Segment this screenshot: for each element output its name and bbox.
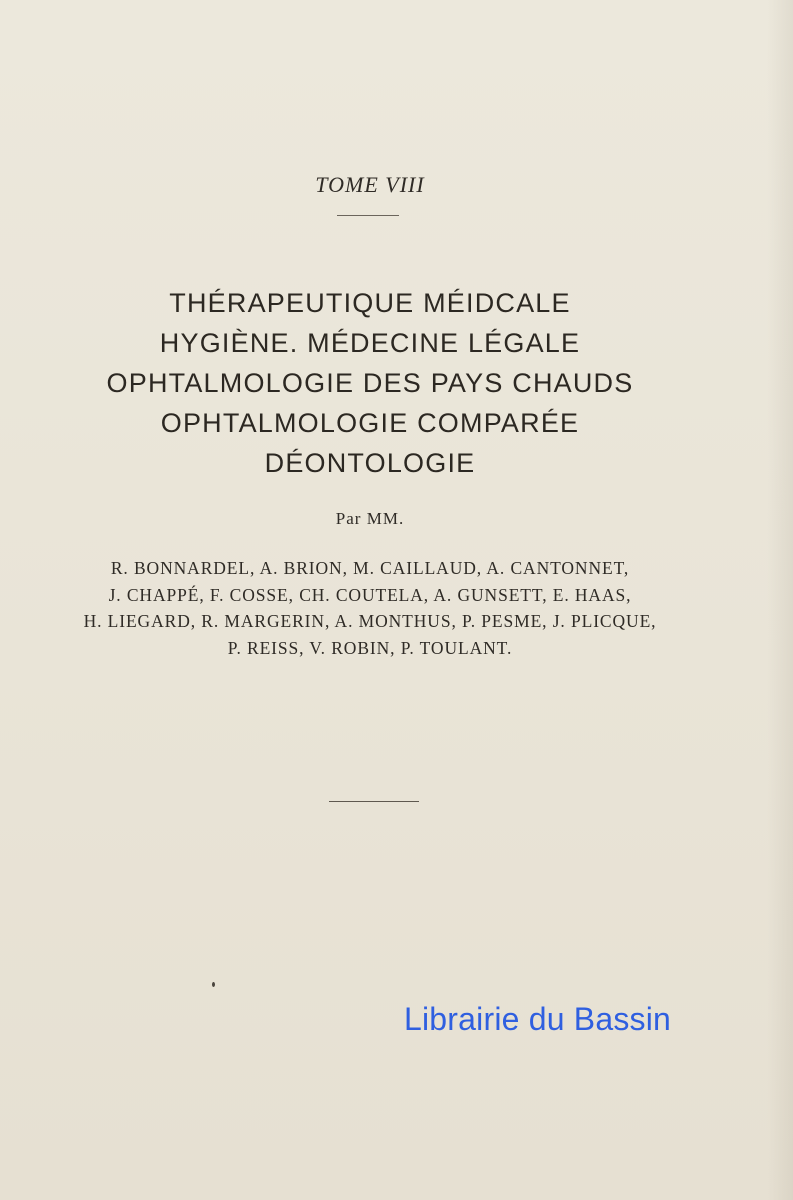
title-line: OPHTALMOLOGIE DES PAYS CHAUDS [106,368,634,398]
heading-divider [337,215,399,216]
ink-speck [212,982,215,987]
title-line: OPHTALMOLOGIE COMPARÉE [160,408,580,438]
title-line: HYGIÈNE. MÉDECINE LÉGALE [159,328,581,358]
title-line: DÉONTOLOGIE [264,448,476,478]
page-edge-shadow [767,0,793,1200]
authors-line: J. CHAPPÉ, F. COSSE, CH. COUTELA, A. GUNSETT, E. HAAS, [108,584,632,605]
authors-line: H. LIEGARD, R. MARGERIN, A. MONTHUS, P. PESME, J. PLICQUE, [83,611,657,631]
byline-label: Par MM. [335,509,405,528]
authors-line: R. BONNARDEL, A. BRION, M. CAILLAUD, A. CANTONNET, [110,558,630,578]
authors-list [0,555,740,661]
title-line: THÉRAPEUTIQUE MÉIDCALE [169,288,571,318]
authors-line: P. REISS, V. ROBIN, P. TOULANT. [227,637,513,658]
watermark-text: Librairie du Bassin [404,1001,672,1037]
tome-heading: TOME VIII [315,172,425,197]
title-block [0,283,740,483]
bottom-divider [329,801,419,802]
